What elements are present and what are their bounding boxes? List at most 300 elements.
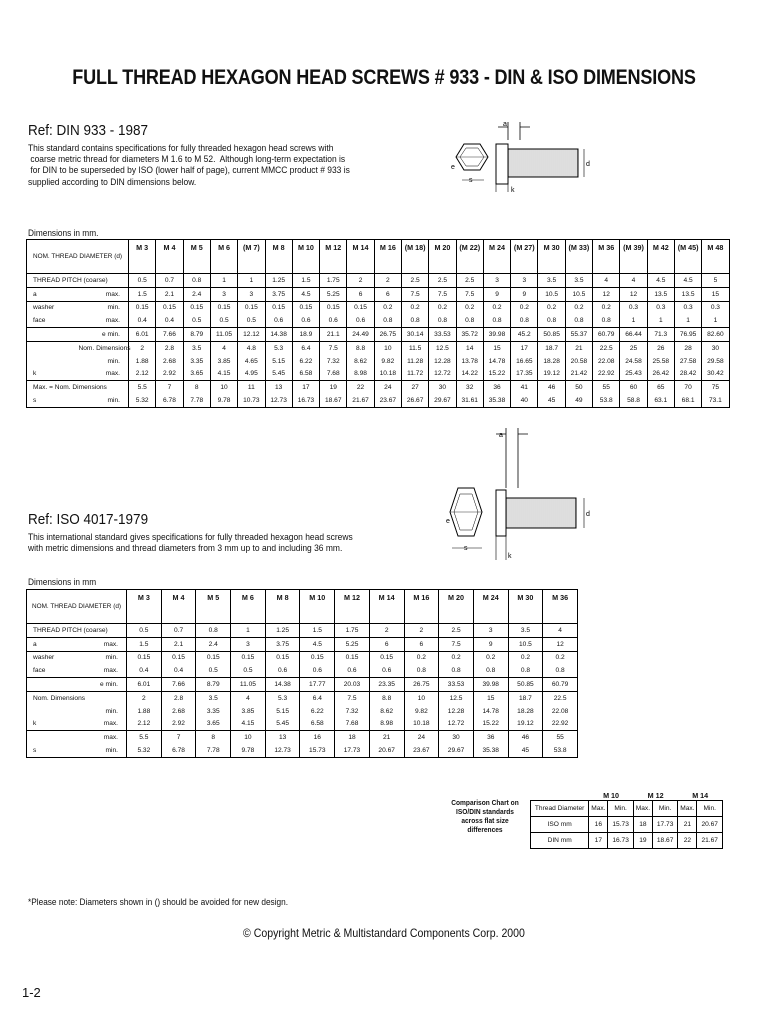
table-cell: 24 — [374, 381, 401, 394]
table-cell: 12.12 — [238, 328, 265, 342]
table-cell: 15.22 — [473, 718, 508, 731]
table-cell: 17 — [511, 341, 538, 354]
table-cell: 29.58 — [702, 355, 729, 368]
table-cell: 0.4 — [161, 664, 196, 677]
table-cell: 17.35 — [511, 368, 538, 381]
table-cell: 32 — [456, 381, 483, 394]
table-cell: 0.3 — [647, 301, 674, 314]
table-cell: ISO mm — [531, 817, 589, 833]
table-cell: 4.5 — [674, 274, 701, 288]
table-cell: 12.5 — [439, 691, 474, 704]
table-cell: 18 — [335, 731, 370, 744]
table-cell: 22.92 — [543, 718, 578, 731]
table-cell: 11 — [238, 381, 265, 394]
table-cell: 2.68 — [161, 705, 196, 718]
table-cell: Min. — [652, 801, 677, 817]
table-cell: 18.7 — [508, 691, 543, 704]
table-cell: 39.98 — [473, 678, 508, 692]
table-cell: 2 — [347, 274, 374, 288]
table-cell: 12.73 — [265, 394, 292, 407]
table-row — [27, 705, 578, 718]
table-row — [27, 744, 578, 757]
table-cell: 0.15 — [196, 651, 231, 664]
table-cell: 6.01 — [127, 678, 162, 692]
table-cell: 0.5 — [238, 314, 265, 327]
table-cell: 0.2 — [401, 301, 428, 314]
table-cell: 16 — [300, 731, 335, 744]
table-cell: 55 — [543, 731, 578, 744]
table-cell: 19.12 — [538, 368, 565, 381]
size-header: M 36 — [543, 590, 578, 624]
table-cell: 0.8 — [401, 314, 428, 327]
table-cell: 15.22 — [483, 368, 510, 381]
table-cell: 46 — [508, 731, 543, 744]
table-cell: 1 — [647, 314, 674, 327]
table-cell: 1.5 — [129, 287, 156, 301]
row-sublabel: e min. — [79, 678, 127, 692]
table-cell: Max. — [589, 801, 608, 817]
table-cell: 3 — [483, 274, 510, 288]
table-cell: 15.73 — [608, 817, 633, 833]
table-cell: 55.37 — [565, 328, 592, 342]
table-cell: 22.92 — [593, 368, 620, 381]
table-cell: 12 — [593, 287, 620, 301]
table-row — [27, 314, 730, 327]
din-diagram-label-s: s — [469, 177, 473, 184]
size-header: M 14 — [369, 590, 404, 624]
table-cell: 1.5 — [300, 624, 335, 638]
table-cell: 13.5 — [647, 287, 674, 301]
table-cell: 5 — [702, 274, 729, 288]
table-cell: 6.78 — [156, 394, 183, 407]
table-cell: 11.28 — [401, 355, 428, 368]
table-cell: 9 — [511, 287, 538, 301]
table-cell: 3 — [210, 287, 237, 301]
size-header: M 12 — [335, 590, 370, 624]
table-cell: 0.15 — [369, 651, 404, 664]
table-row — [27, 394, 730, 407]
din-intro-text: This standard contains specifications for fully threaded hexagon head screws with coarse metric thread for diameters M 1.6 to M 52. Although long-term expectation is for DIN to be superseded by ISO (lower half of page), current MMCC product # 933 is supplied according to DIN dimensions below. — [28, 143, 350, 187]
table-cell: 26 — [647, 341, 674, 354]
table-cell: 14 — [456, 341, 483, 354]
table-cell: 21.67 — [697, 833, 723, 849]
table-cell: 41 — [511, 381, 538, 394]
table-cell: 1 — [231, 624, 266, 638]
table-cell: 50 — [565, 381, 592, 394]
table-cell: 10 — [231, 731, 266, 744]
row-sublabel: max. — [79, 314, 129, 327]
table-cell: 18.28 — [508, 705, 543, 718]
row-label: k — [27, 718, 79, 731]
table-cell: 2.92 — [161, 718, 196, 731]
table-cell: 15 — [473, 691, 508, 704]
table-cell: 6 — [347, 287, 374, 301]
table-cell: 82.60 — [702, 328, 729, 342]
row-label: washer — [27, 651, 79, 664]
table-cell: 6.4 — [292, 341, 319, 354]
table-cell: 0.15 — [265, 301, 292, 314]
table-cell: 31.61 — [456, 394, 483, 407]
table-cell: 0.6 — [300, 664, 335, 677]
iso-diagram-label-s: s — [464, 545, 468, 552]
table-cell: 18.9 — [292, 328, 319, 342]
table-cell: 33.53 — [439, 678, 474, 692]
row-sublabel: max. — [79, 731, 127, 744]
size-header: M 30 — [508, 590, 543, 624]
comparison-caption: Comparison Chart on ISO/DIN standards across flat size differences — [451, 798, 519, 834]
size-header: M 20 — [429, 240, 456, 274]
table-cell: 10.18 — [404, 718, 439, 731]
size-header: M 6 — [210, 240, 237, 274]
row-label: THREAD PITCH (coarse) — [27, 624, 79, 638]
table-cell: 0.4 — [127, 664, 162, 677]
table-cell: 8.62 — [369, 705, 404, 718]
table-cell: 0.7 — [156, 274, 183, 288]
table-cell: 0.2 — [439, 651, 474, 664]
table-row — [27, 718, 578, 731]
size-header: M 4 — [156, 240, 183, 274]
table-cell: 0.6 — [265, 314, 292, 327]
table-cell: 26.75 — [374, 328, 401, 342]
table-cell: 1.5 — [127, 637, 162, 651]
table-cell: 65 — [647, 381, 674, 394]
size-header: M 5 — [183, 240, 210, 274]
size-header: (M 18) — [401, 240, 428, 274]
row-label: Max. = Nom. Dimensions — [27, 381, 79, 394]
table-cell: 0.15 — [265, 651, 300, 664]
table-cell: 73.1 — [702, 394, 729, 407]
table-cell: 3.85 — [231, 705, 266, 718]
table-cell: 0.8 — [511, 314, 538, 327]
table-cell: 0.8 — [483, 314, 510, 327]
size-header: M 30 — [538, 240, 565, 274]
table-cell: 46 — [538, 381, 565, 394]
table-cell: 18.28 — [538, 355, 565, 368]
table-cell: 55 — [593, 381, 620, 394]
table-cell: 7.66 — [156, 328, 183, 342]
table-cell: 26.67 — [401, 394, 428, 407]
table-cell: 2.4 — [183, 287, 210, 301]
table-cell: 18.67 — [652, 833, 677, 849]
table-cell: 2.12 — [127, 718, 162, 731]
table-cell: 4 — [593, 274, 620, 288]
row-label: k — [27, 368, 79, 381]
table-cell: 28.42 — [674, 368, 701, 381]
table-cell: 0.8 — [473, 664, 508, 677]
table-cell: 5.45 — [265, 718, 300, 731]
table-cell: 22.5 — [593, 341, 620, 354]
table-cell: 18.67 — [320, 394, 347, 407]
table-cell: 36 — [483, 381, 510, 394]
din-diagram-label-d: d — [586, 161, 590, 168]
table-cell: 0.15 — [231, 651, 266, 664]
table-cell: 19 — [320, 381, 347, 394]
table-cell: 0.2 — [538, 301, 565, 314]
table-cell: 30.14 — [401, 328, 428, 342]
table-cell: 0.6 — [369, 664, 404, 677]
table-cell: 7 — [161, 731, 196, 744]
table-cell: 0.8 — [429, 314, 456, 327]
table-cell: 23.67 — [404, 744, 439, 757]
table-cell: 8.98 — [369, 718, 404, 731]
table-cell: 45 — [538, 394, 565, 407]
table-cell: Min. — [608, 801, 633, 817]
table-cell: 20.67 — [697, 817, 723, 833]
row-sublabel: min. — [79, 394, 129, 407]
table-cell: 3 — [238, 287, 265, 301]
table-cell: 12.5 — [429, 341, 456, 354]
table-cell: 60 — [620, 381, 647, 394]
table-cell: 5.45 — [265, 368, 292, 381]
table-cell: 0.5 — [231, 664, 266, 677]
table-cell: 27 — [401, 381, 428, 394]
row-label: a — [27, 287, 79, 301]
table-row — [27, 341, 730, 354]
table-row — [27, 678, 578, 692]
size-header: M 36 — [593, 240, 620, 274]
table-cell: 1.5 — [292, 274, 319, 288]
row-sublabel: max. — [79, 368, 129, 381]
table-cell: 0.15 — [320, 301, 347, 314]
table-cell: 1.88 — [127, 705, 162, 718]
size-header: (M 27) — [511, 240, 538, 274]
table-cell: 4 — [231, 691, 266, 704]
table-cell: 0.6 — [265, 664, 300, 677]
table-cell: 0.8 — [543, 664, 578, 677]
table-cell: 21.42 — [565, 368, 592, 381]
table-cell: 2.12 — [129, 368, 156, 381]
table-cell: 8.98 — [347, 368, 374, 381]
table-cell: 8 — [183, 381, 210, 394]
table-cell: 26.42 — [647, 368, 674, 381]
iso-diagram-label-a: a — [499, 432, 503, 439]
table-cell: 10 — [374, 341, 401, 354]
table-cell: 3.75 — [265, 637, 300, 651]
table-cell: 5.5 — [129, 381, 156, 394]
table-row — [27, 274, 730, 288]
table-cell: 5.3 — [265, 341, 292, 354]
table-cell: 4.5 — [292, 287, 319, 301]
table-cell: 0.6 — [292, 314, 319, 327]
table-cell: 7.78 — [196, 744, 231, 757]
table-cell: 3 — [511, 274, 538, 288]
row-sublabel: max. — [79, 287, 129, 301]
table-cell: 14.78 — [483, 355, 510, 368]
row-sublabel: max. — [79, 664, 127, 677]
table-cell: 1 — [702, 314, 729, 327]
row-label — [27, 731, 79, 744]
table-cell: 9.78 — [210, 394, 237, 407]
table-cell: 2.68 — [156, 355, 183, 368]
header-label: NOM. THREAD DIAMETER (d) — [27, 240, 129, 274]
table-cell: 1 — [620, 314, 647, 327]
row-label: Nom. Dimensions — [27, 691, 79, 704]
table-cell: 7.68 — [320, 368, 347, 381]
table-cell: 12 — [620, 287, 647, 301]
din-ref-heading: Ref: DIN 933 - 1987 — [28, 122, 149, 139]
table-cell: 4.65 — [238, 355, 265, 368]
comparison-table — [530, 785, 723, 849]
table-cell: 20.67 — [369, 744, 404, 757]
table-cell: 17 — [292, 381, 319, 394]
table-cell: 3.5 — [565, 274, 592, 288]
table-cell: 0.7 — [161, 624, 196, 638]
table-cell: 13 — [265, 381, 292, 394]
table-cell: 0.4 — [156, 314, 183, 327]
table-cell: 17.73 — [652, 817, 677, 833]
table-cell: 17.73 — [335, 744, 370, 757]
table-cell: 6.4 — [300, 691, 335, 704]
table-cell: 6 — [404, 637, 439, 651]
table-cell: 4.5 — [647, 274, 674, 288]
table-cell: 1.88 — [129, 355, 156, 368]
table-cell: 0.3 — [674, 301, 701, 314]
table-cell: Thread Diameter — [531, 801, 589, 817]
table-cell: 23.67 — [374, 394, 401, 407]
table-cell: 13 — [265, 731, 300, 744]
table-cell: 0.6 — [347, 314, 374, 327]
table-cell: 5.32 — [127, 744, 162, 757]
table-cell: 4 — [543, 624, 578, 638]
size-header: M 8 — [265, 240, 292, 274]
table-cell: 2.5 — [429, 274, 456, 288]
table-cell: 30 — [702, 341, 729, 354]
table-cell: 9.82 — [374, 355, 401, 368]
table-cell: 10.18 — [374, 368, 401, 381]
din-diagram-label-k: k — [511, 187, 515, 194]
table-cell: 16.65 — [511, 355, 538, 368]
table-cell: 9.82 — [404, 705, 439, 718]
table-cell: 22.08 — [593, 355, 620, 368]
table-cell: 6.78 — [161, 744, 196, 757]
table-cell: 0.15 — [292, 301, 319, 314]
table-cell: 2 — [369, 624, 404, 638]
iso-intro-text: This international standard gives specifications for fully threaded hexagon head screws with metric dimensions and thread diameters from 3 mm up to and including 36 mm. — [28, 532, 353, 554]
table-cell: 26.75 — [404, 678, 439, 692]
row-label: face — [27, 664, 79, 677]
row-sublabel: Nom. Dimensions — [79, 341, 129, 354]
table-cell: 5.3 — [265, 691, 300, 704]
din-table — [26, 239, 730, 408]
table-cell: 0.15 — [335, 651, 370, 664]
table-cell: 20.58 — [565, 355, 592, 368]
size-header: M 16 — [404, 590, 439, 624]
table-cell: 3.75 — [265, 287, 292, 301]
table-cell: 58.8 — [620, 394, 647, 407]
table-cell: 15 — [483, 341, 510, 354]
table-cell: 3.5 — [196, 691, 231, 704]
table-cell: 2 — [374, 274, 401, 288]
table-cell: 4.95 — [238, 368, 265, 381]
table-cell: 45 — [508, 744, 543, 757]
table-cell: 49 — [565, 394, 592, 407]
table-cell: 6 — [374, 287, 401, 301]
table-cell: 7.5 — [429, 287, 456, 301]
size-header: M 42 — [647, 240, 674, 274]
table-cell: 8.79 — [196, 678, 231, 692]
table-cell: 9.78 — [231, 744, 266, 757]
table-cell: 22.08 — [543, 705, 578, 718]
table-cell: 35.72 — [456, 328, 483, 342]
size-header: (M 22) — [456, 240, 483, 274]
table-cell: 60.79 — [593, 328, 620, 342]
row-label: THREAD PITCH (coarse) — [27, 274, 79, 288]
iso-diagram-label-d: d — [586, 511, 590, 518]
table-cell: 1 — [674, 314, 701, 327]
table-cell: 3.65 — [183, 368, 210, 381]
table-cell: 0.8 — [508, 664, 543, 677]
size-header: M 24 — [483, 240, 510, 274]
table-cell: Max. — [633, 801, 652, 817]
footnote: *Please note: Diameters shown in () should be avoided for new design. — [28, 897, 289, 907]
size-header: M 20 — [439, 590, 474, 624]
table-cell: 5.25 — [335, 637, 370, 651]
table-cell: 0.8 — [538, 314, 565, 327]
table-cell: 4.5 — [300, 637, 335, 651]
size-header: M 8 — [265, 590, 300, 624]
table-cell: 0.8 — [439, 664, 474, 677]
row-sublabel: min. — [79, 744, 127, 757]
table-cell: 0.2 — [565, 301, 592, 314]
table-cell: 0.2 — [473, 651, 508, 664]
iso-bolt-diagram — [438, 428, 618, 563]
table-cell: 2.4 — [196, 637, 231, 651]
table-cell: 9 — [473, 637, 508, 651]
size-header: (M 7) — [238, 240, 265, 274]
row-sublabel: min. — [79, 651, 127, 664]
table-cell: 71.3 — [647, 328, 674, 342]
table-cell: 7.5 — [335, 691, 370, 704]
table-cell: 25.58 — [647, 355, 674, 368]
row-label — [27, 341, 79, 354]
din-diagram-label-a: a — [503, 121, 507, 128]
table-cell: 11.05 — [210, 328, 237, 342]
table-cell: 0.5 — [129, 274, 156, 288]
table-row — [27, 731, 578, 744]
table-cell: 5.15 — [265, 355, 292, 368]
table-row — [27, 328, 730, 342]
table-cell: 0.5 — [196, 664, 231, 677]
size-header: (M 39) — [620, 240, 647, 274]
table-row — [531, 833, 723, 849]
table-cell: 27.58 — [674, 355, 701, 368]
table-cell: 15.73 — [300, 744, 335, 757]
table-cell: 10.5 — [538, 287, 565, 301]
table-cell: 10.5 — [508, 637, 543, 651]
table-cell: 7.5 — [320, 341, 347, 354]
table-cell: 19.12 — [508, 718, 543, 731]
row-label: s — [27, 744, 79, 757]
size-header: M 3 — [129, 240, 156, 274]
table-cell: 21 — [565, 341, 592, 354]
table-row — [531, 817, 723, 833]
table-cell: 1.25 — [265, 624, 300, 638]
table-cell: 2.8 — [156, 341, 183, 354]
comparison-size: M 12 — [633, 785, 678, 801]
table-cell: 0.2 — [483, 301, 510, 314]
iso-table — [26, 589, 578, 758]
table-cell: 7.5 — [439, 637, 474, 651]
table-cell: 4.15 — [231, 718, 266, 731]
table-cell: 0.8 — [565, 314, 592, 327]
table-cell: 24.58 — [620, 355, 647, 368]
table-cell: 0.15 — [210, 301, 237, 314]
table-cell: 3.5 — [183, 341, 210, 354]
table-row — [27, 664, 578, 677]
table-cell: 21 — [369, 731, 404, 744]
table-cell: 5.25 — [320, 287, 347, 301]
table-cell: 3.35 — [183, 355, 210, 368]
